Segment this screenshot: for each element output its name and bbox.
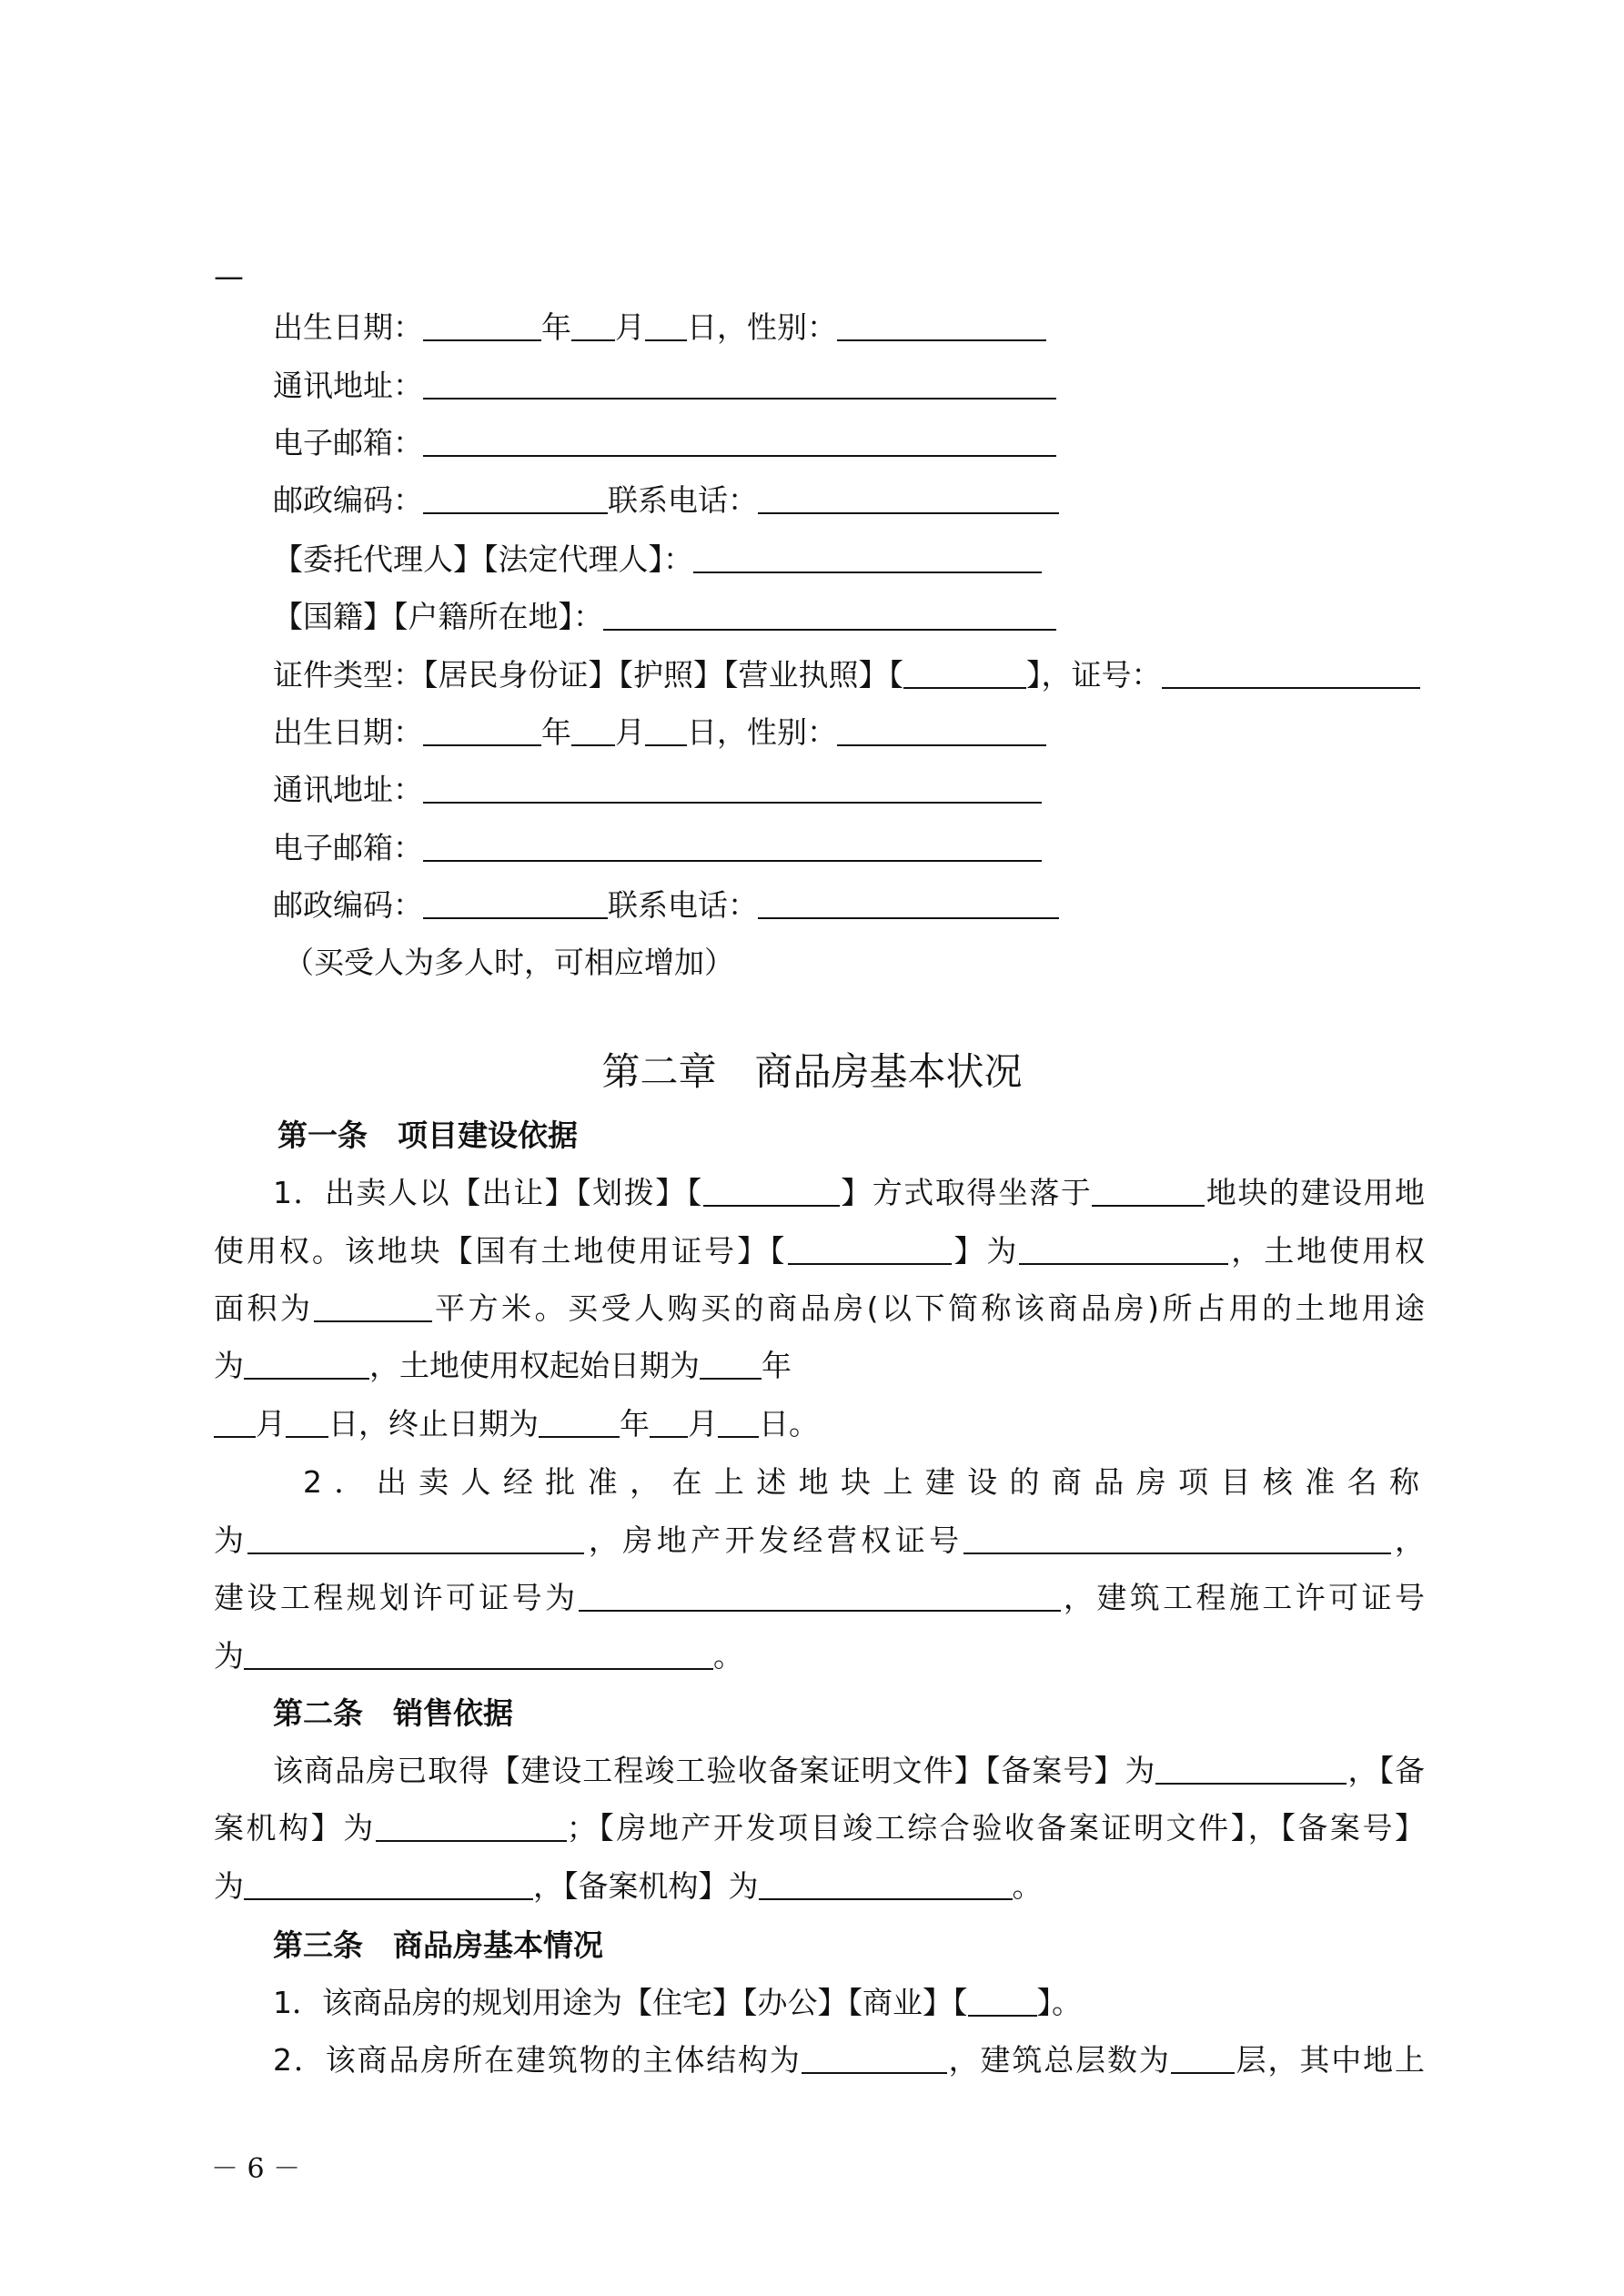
text: 地块的建设用地 bbox=[1205, 1175, 1426, 1210]
nationality-row bbox=[273, 597, 1056, 637]
start-day-blank[interactable] bbox=[286, 1406, 328, 1438]
nationality-blank[interactable] bbox=[603, 599, 1056, 631]
land-use-blank[interactable] bbox=[244, 1348, 369, 1380]
article-2-title: 第二条 销售依据 bbox=[273, 1695, 513, 1731]
id-type-blank[interactable] bbox=[903, 657, 1026, 689]
text: 为 bbox=[214, 1522, 248, 1558]
land-method-blank[interactable] bbox=[703, 1175, 840, 1207]
phone-blank[interactable] bbox=[758, 887, 1059, 919]
article-1-line bbox=[214, 1231, 1425, 1271]
text: ，土地使用权起始日期为 bbox=[369, 1348, 700, 1383]
label: 电子邮箱： bbox=[273, 425, 423, 460]
text: 年 bbox=[620, 1406, 650, 1441]
article-3-line bbox=[273, 1983, 1082, 2023]
birth-month-blank[interactable] bbox=[571, 309, 615, 341]
phone-blank[interactable] bbox=[758, 482, 1059, 514]
label: 出生日期： bbox=[273, 309, 423, 345]
text: 月 bbox=[256, 1406, 286, 1441]
text: ，建筑工程施工许可证号 bbox=[1060, 1580, 1426, 1615]
article-2-line bbox=[273, 1751, 1425, 1791]
article-3-line bbox=[273, 2040, 1425, 2080]
article-1-line bbox=[214, 1636, 743, 1676]
label: 日，性别： bbox=[687, 309, 837, 345]
text: 为 bbox=[214, 1348, 244, 1383]
birth-date-row bbox=[273, 308, 1046, 348]
label: 【委托代理人】【法定代理人】： bbox=[273, 541, 693, 577]
address-blank[interactable] bbox=[423, 368, 1056, 400]
text: 层，其中地上 bbox=[1234, 2042, 1426, 2078]
text: ，土地使用权 bbox=[1228, 1233, 1426, 1269]
birth-year-blank[interactable] bbox=[423, 714, 541, 746]
article-1-line bbox=[214, 1404, 819, 1444]
email-row bbox=[273, 828, 1042, 868]
text: 该商品房已取得【建设工程竣工验收备案证明文件】【备案号】为 bbox=[273, 1753, 1156, 1788]
email-blank[interactable] bbox=[423, 425, 1056, 457]
label: 月 bbox=[615, 309, 645, 345]
label: 【国籍】【户籍所在地】： bbox=[273, 599, 603, 634]
birth-day-blank[interactable] bbox=[645, 714, 687, 746]
record-agency-blank[interactable] bbox=[376, 1810, 567, 1842]
floors-blank[interactable] bbox=[1171, 2042, 1235, 2074]
agent-row bbox=[273, 540, 1042, 580]
text: 。 bbox=[1012, 1868, 1043, 1904]
gender-blank[interactable] bbox=[837, 714, 1046, 746]
text: 】方式取得坐落于 bbox=[839, 1175, 1093, 1210]
id-row bbox=[273, 655, 1420, 695]
label: 联系电话： bbox=[608, 482, 758, 518]
text: 平方米。买受人购买的商品房(以下简称该商品房)所占用的土地用途 bbox=[431, 1290, 1426, 1326]
birth-month-blank[interactable] bbox=[571, 714, 615, 746]
construction-permit-blank[interactable] bbox=[244, 1638, 713, 1670]
text: 为 bbox=[214, 1638, 244, 1674]
article-1-line bbox=[214, 1289, 1425, 1329]
note: （买受人为多人时，可相应增加） bbox=[284, 945, 734, 980]
text: ，【备 bbox=[1347, 1753, 1425, 1788]
birth-year-blank[interactable] bbox=[423, 309, 541, 341]
location-blank[interactable] bbox=[1092, 1175, 1205, 1207]
text: 。 bbox=[713, 1638, 743, 1674]
land-cert-number-blank[interactable] bbox=[1019, 1233, 1228, 1265]
text: ， bbox=[1390, 1522, 1426, 1558]
label: 日，性别： bbox=[687, 714, 837, 750]
text: 使用权。该地块【国有土地使用证号】【 bbox=[214, 1233, 788, 1269]
label: 月 bbox=[615, 714, 645, 750]
text: 2．该商品房所在建筑物的主体结构为 bbox=[273, 2042, 802, 2078]
birth-day-blank[interactable] bbox=[645, 309, 687, 341]
text: 月 bbox=[688, 1406, 718, 1441]
label: 通讯地址： bbox=[273, 368, 423, 403]
label: 邮政编码： bbox=[273, 482, 423, 518]
start-year-blank[interactable] bbox=[700, 1348, 762, 1380]
text: 日，终止日期为 bbox=[328, 1406, 539, 1441]
text: ，房地产开发经营权证号 bbox=[584, 1522, 963, 1558]
record-agency-blank[interactable] bbox=[759, 1868, 1013, 1900]
article-2-line bbox=[214, 1866, 1043, 1907]
label: 邮政编码： bbox=[273, 887, 423, 923]
article-1-line bbox=[273, 1173, 1425, 1213]
page-number: － 6 － bbox=[211, 2153, 301, 2185]
article-2-line bbox=[214, 1808, 1425, 1848]
record-number-blank[interactable] bbox=[1155, 1753, 1347, 1785]
text: 】。 bbox=[1036, 1985, 1082, 2020]
article-1-line bbox=[214, 1521, 1425, 1561]
planning-permit-blank[interactable] bbox=[579, 1580, 1061, 1612]
end-month-blank[interactable] bbox=[650, 1406, 688, 1438]
address-row bbox=[273, 366, 1056, 406]
label: 证件类型：【居民身份证】【护照】【营业执照】【 bbox=[273, 657, 903, 693]
end-year-blank[interactable] bbox=[539, 1406, 620, 1438]
text: ，【备案机构】为 bbox=[533, 1868, 759, 1904]
text: 】为 bbox=[951, 1233, 1020, 1269]
text: 1．该商品房的规划用途为【住宅】【办公】【商业】【 bbox=[273, 1985, 968, 2020]
article-1-line bbox=[214, 1578, 1425, 1618]
project-name-blank[interactable] bbox=[247, 1522, 584, 1554]
label: 】，证号： bbox=[1026, 657, 1162, 693]
start-month-blank[interactable] bbox=[214, 1406, 256, 1438]
gender-blank[interactable] bbox=[837, 309, 1046, 341]
chapter-title: 第二章 商品房基本状况 bbox=[601, 1049, 1023, 1094]
text: 建设工程规划许可证号为 bbox=[214, 1580, 579, 1615]
agent-blank[interactable] bbox=[693, 541, 1042, 573]
dash: — bbox=[214, 258, 244, 294]
label: 通讯地址： bbox=[273, 772, 423, 807]
text: 面积为 bbox=[214, 1290, 314, 1326]
land-cert-type-blank[interactable] bbox=[788, 1233, 952, 1265]
record-number-blank[interactable] bbox=[244, 1868, 533, 1900]
article-1-title: 第一条 项目建设依据 bbox=[277, 1118, 578, 1153]
label: 联系电话： bbox=[608, 887, 758, 923]
birth-date-row bbox=[273, 713, 1046, 753]
id-number-blank[interactable] bbox=[1162, 657, 1420, 689]
address-row bbox=[273, 770, 1042, 810]
email-blank[interactable] bbox=[423, 830, 1042, 862]
text: 年 bbox=[762, 1348, 792, 1383]
structure-blank[interactable] bbox=[802, 2042, 947, 2074]
end-day-blank[interactable] bbox=[718, 1406, 759, 1438]
land-area-blank[interactable] bbox=[314, 1290, 432, 1322]
article-1-line bbox=[214, 1346, 792, 1386]
article-3-title: 第三条 商品房基本情况 bbox=[273, 1927, 603, 1963]
article-1-line: 2．出卖人经批准，在上述地块上建设的商品房项目核准名称 bbox=[303, 1464, 1425, 1500]
text: 日。 bbox=[759, 1406, 819, 1441]
address-blank[interactable] bbox=[423, 772, 1042, 804]
postcode-row bbox=[273, 480, 1059, 521]
label: 年 bbox=[541, 714, 571, 750]
postcode-blank[interactable] bbox=[423, 482, 608, 514]
email-row bbox=[273, 423, 1056, 463]
dev-license-blank[interactable] bbox=[963, 1522, 1391, 1554]
postcode-blank[interactable] bbox=[423, 887, 608, 919]
label: 年 bbox=[541, 309, 571, 345]
text: 1．出卖人以【出让】【划拨】【 bbox=[273, 1175, 703, 1210]
usage-other-blank[interactable] bbox=[968, 1985, 1037, 2017]
text: ；【房地产开发项目竣工综合验收备案证明文件】，【备案号】 bbox=[566, 1810, 1425, 1846]
text: 为 bbox=[214, 1868, 244, 1904]
postcode-row bbox=[273, 885, 1059, 925]
label: 出生日期： bbox=[273, 714, 423, 750]
text: ，建筑总层数为 bbox=[946, 2042, 1171, 2078]
text: 案机构】为 bbox=[214, 1810, 376, 1846]
label: 电子邮箱： bbox=[273, 830, 423, 865]
